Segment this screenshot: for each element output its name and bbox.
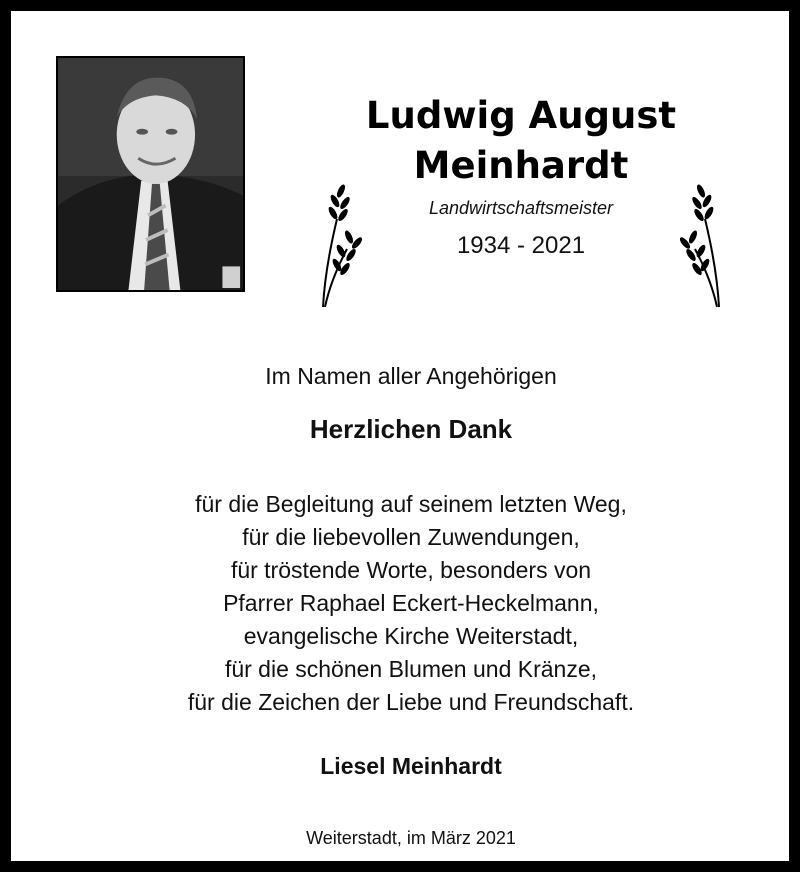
thanks-line: für tröstende Worte, besonders von [230, 557, 592, 583]
life-years: 1934 - 2021 [456, 232, 586, 259]
wheat-ears-icon [311, 179, 363, 307]
thanks-line: für die schönen Blumen und Kränze, [224, 656, 598, 682]
signature: Liesel Meinhardt [320, 753, 502, 779]
thanks-line: für die liebevollen Zuwendungen, [242, 524, 580, 550]
deceased-name [311, 91, 731, 191]
thanks-line: für die Begleitung auf seinem letzten Weg, [195, 491, 627, 517]
deceased-name-line1: Ludwig August [365, 94, 677, 137]
intro-line: Im Namen aller Angehörigen [265, 363, 557, 389]
deceased-name-line2: Meinhardt [413, 144, 629, 187]
place-date: Weiterstadt, im März 2021 [306, 828, 516, 848]
thanks-line: für die Zeichen der Liebe und Freundschaft. [187, 689, 635, 715]
portrait-photo [56, 56, 245, 292]
wheat-ears-icon [679, 179, 731, 307]
thanks-heading: Herzlichen Dank [309, 414, 513, 444]
profession: Landwirtschaftsmeister [428, 198, 614, 218]
thanks-line: Pfarrer Raphael Eckert-Heckelmann, [223, 590, 599, 616]
thanks-text [71, 488, 751, 719]
thanks-line: evangelische Kirche Weiterstadt, [243, 623, 579, 649]
